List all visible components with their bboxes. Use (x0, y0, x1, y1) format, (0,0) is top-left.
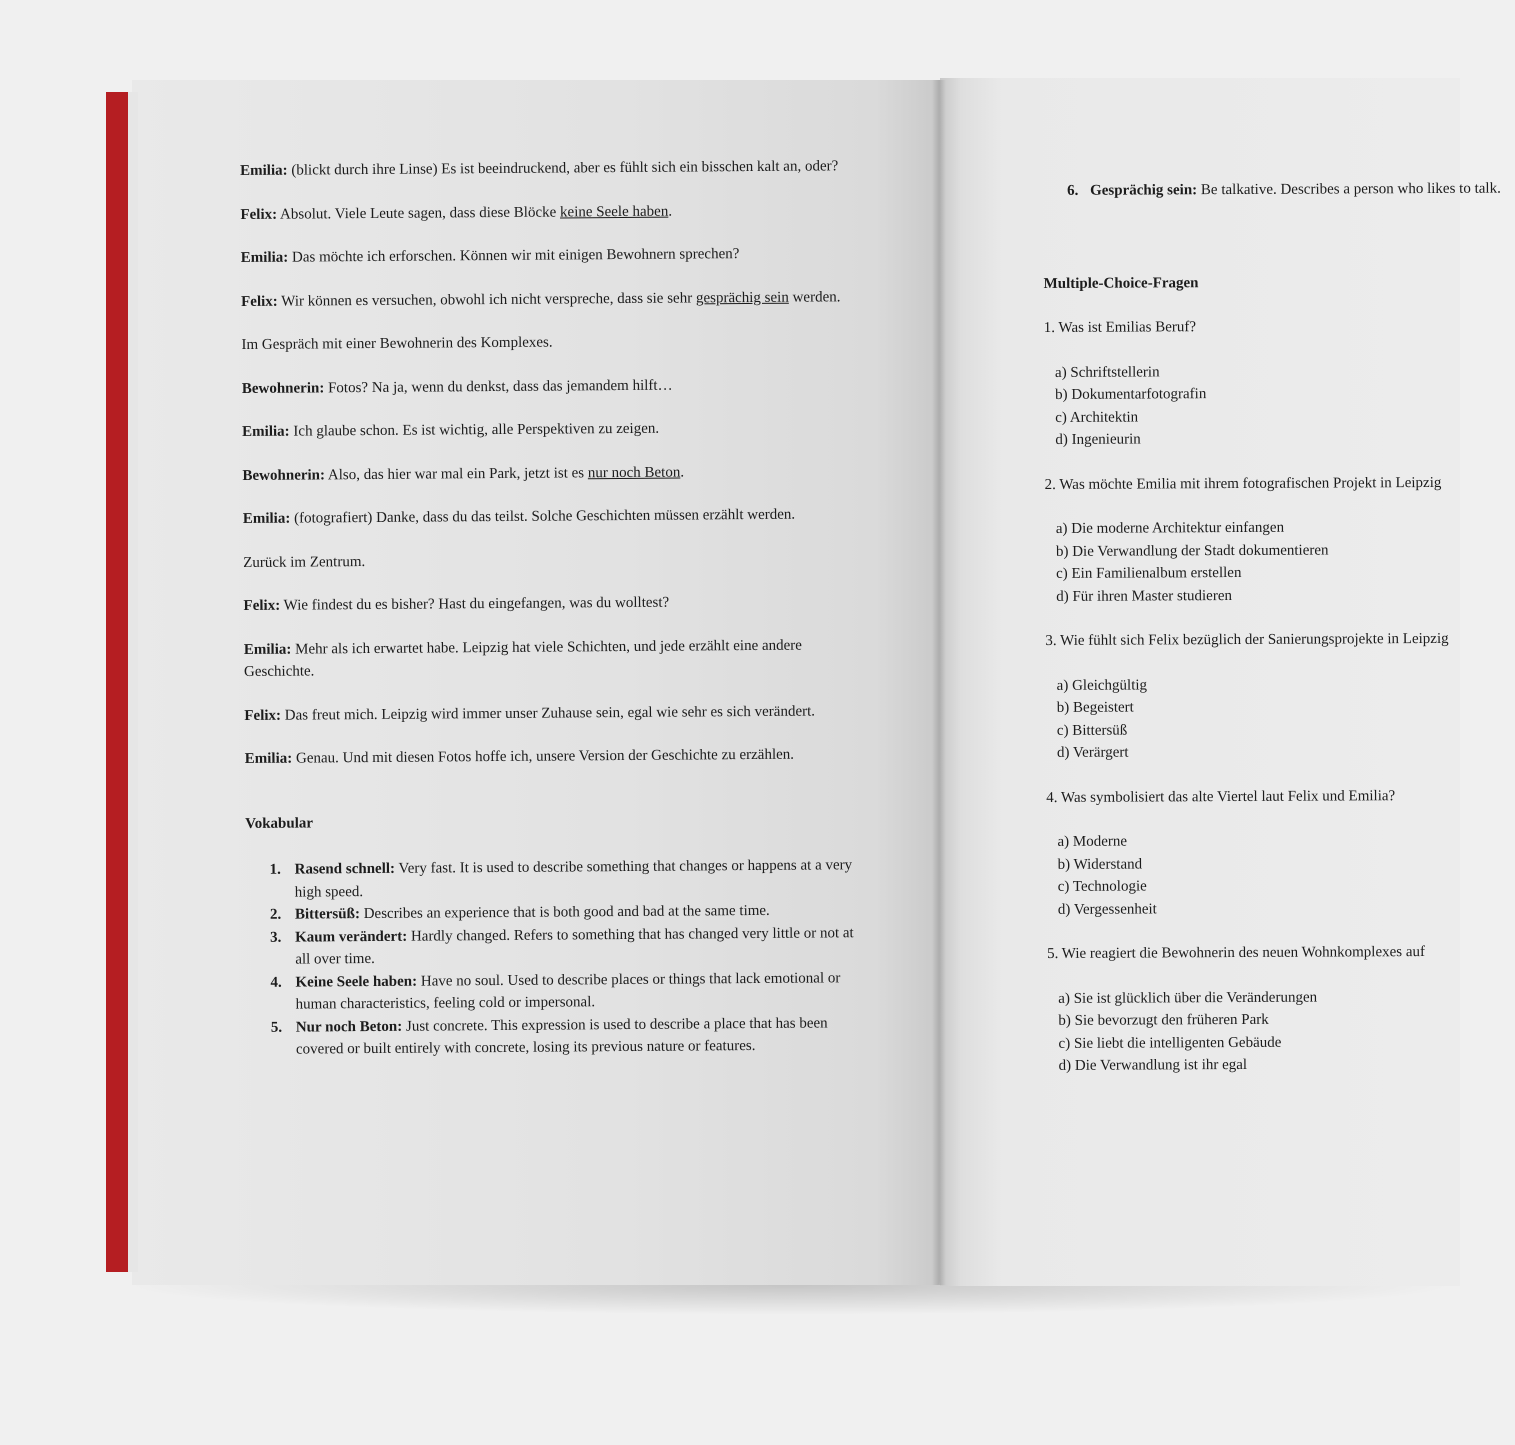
vocab-definition: Describes an experience that is both good and bad at the same time. (359, 902, 770, 923)
dialogue-text: Absolut. Viele Leute sagen, dass diese Blöcke (277, 203, 561, 223)
vocab-term: Kaum verändert: (295, 928, 408, 946)
answer-option: b) Dokumentarfotografin (1055, 386, 1207, 403)
answer-option: d) Ingenieurin (1055, 431, 1141, 448)
dialogue-text: Mehr als ich erwartet habe. Leipzig hat viele Schichten, und jede erzählt eine andere Geschichte. (243, 637, 802, 680)
vocab-definition: Be talkative. Describes a person who likes to talk. (1197, 180, 1501, 199)
answer-option: c) Bittersüß (1056, 722, 1128, 739)
question-text: 1. Was ist Emilias Beruf? (1043, 319, 1197, 336)
dialogue-text: Also, das hier war mal ein Park, jetzt ist es (324, 464, 588, 483)
answer-option: c) Ein Familienalbum erstellen (1056, 564, 1242, 582)
vocab-item (247, 1012, 859, 1062)
dialogue-text-end: . (668, 203, 673, 220)
answer-option: b) Begeistert (1056, 699, 1134, 716)
vocab-item (1043, 178, 1510, 203)
dialogue-text: Das möchte ich erforschen. Können wir mit einigen Bewohnern sprechen? (288, 246, 740, 266)
dialogue-line (242, 460, 854, 487)
answer-option: a) Sie ist glücklich über die Veränderungen (1058, 989, 1318, 1007)
vocab-definition: Have no soul. Used to describe places or things that lack emotional or human characteristics, feeling cold or impersonal. (295, 969, 841, 1013)
speaker-name: Emilia: (240, 249, 289, 266)
answer-option: c) Architektin (1055, 409, 1139, 426)
vocab-list (245, 854, 859, 1061)
answer-option: a) Schriftstellerin (1054, 363, 1160, 381)
answer-option: d) Verärgert (1056, 744, 1129, 761)
vocab-number: 4. (270, 974, 282, 991)
dialogue-text: Fotos? Na ja, wenn du denkst, dass das jemandem hilft… (324, 377, 673, 396)
dialogue-text-end: . (680, 464, 685, 481)
answer-option: b) Sie bevorzugt den früheren Park (1058, 1011, 1269, 1029)
book-gutter (932, 80, 946, 1285)
mc-heading: Multiple-Choice-Fragen (1043, 274, 1199, 292)
dialogue-line (244, 700, 856, 727)
speaker-name: Bewohnerin: (241, 379, 325, 397)
dialogue-text: Genau. Und mit diesen Fotos hoffe ich, unsere Version der Geschichte zu erzählen. (292, 746, 795, 767)
vocab-item (246, 967, 858, 1017)
speaker-name: Emilia: (242, 510, 291, 527)
answer-option: b) Die Verwandlung der Stadt dokumentieren (1055, 542, 1329, 560)
answer-options (1044, 359, 1446, 451)
vocab-number: 6. (1067, 182, 1079, 199)
dialogue-text: Wie findest du es bisher? Hast du eingefangen, was du wolltest? (280, 594, 670, 614)
vocab-term: Keine Seele haben: (295, 973, 418, 991)
dialogue-line (243, 590, 855, 617)
question-text: 4. Was symbolisiert das alte Viertel laut Felix und Emilia? (1046, 787, 1396, 806)
answer-option: c) Technologie (1057, 878, 1147, 895)
dialogue-text: Das freut mich. Leipzig wird immer unser Zuhause sein, egal wie sehr es sich verändert. (280, 703, 816, 724)
dialogue-line (240, 155, 852, 182)
question-text: 2. Was möchte Emilia mit ihrem fotografischen Projekt in Leipzig (1044, 474, 1442, 493)
vocab-number: 2. (269, 906, 282, 923)
speaker-name: Emilia: (244, 750, 293, 767)
vocab-number: 5. (270, 1019, 283, 1036)
speaker-name: Felix: (244, 707, 282, 724)
answer-option: c) Sie liebt die intelligenten Gebäude (1058, 1034, 1282, 1052)
speaker-name: Felix: (240, 206, 278, 223)
question-list (1044, 315, 1450, 1078)
answer-options (1046, 672, 1448, 764)
question-text: 3. Wie fühlt sich Felix bezüglich der Sanierungsprojekte in Leipzig (1045, 630, 1449, 649)
answer-options (1047, 985, 1449, 1077)
scene-note (243, 547, 855, 574)
vocab-highlight: gesprächig sein (695, 289, 789, 306)
dialogue-line (242, 373, 854, 400)
speaker-name: Emilia: (240, 162, 288, 179)
vocab-highlight: keine Seele haben (559, 203, 669, 220)
dialogue-text: (fotografiert) Danke, dass du das teilst. Solche Geschichten müssen erzählt werden. (290, 506, 796, 527)
answer-option: a) Moderne (1057, 833, 1128, 850)
question-text: 5. Wie reagiert die Bewohnerin des neuen Wohnkomplexes auf (1047, 944, 1426, 962)
vocab-term: Bittersüß: (294, 906, 360, 923)
answer-options (1045, 516, 1447, 608)
left-page-content (240, 155, 859, 1061)
dialogue-line (241, 286, 853, 313)
speaker-name: Felix: (241, 293, 278, 310)
speaker-name: Emilia: (242, 423, 290, 440)
dialogue-text: Im Gespräch mit einer Bewohnerin des Komplexes. (241, 334, 553, 353)
dialogue-line (243, 503, 855, 530)
answer-option: d) Für ihren Master studieren (1056, 587, 1233, 605)
answer-option: a) Die moderne Architektur einfangen (1055, 519, 1285, 537)
vocab-term: Nur noch Beton: (295, 1018, 403, 1036)
dialogue-text-end: werden. (788, 288, 841, 306)
vocab-definition: Hardly changed. Refers to something that has changed very little or not at all over time. (295, 924, 854, 968)
page-edge (128, 92, 138, 1272)
speaker-name: Bewohnerin: (242, 466, 326, 484)
dialogue-line (244, 634, 856, 684)
dialogue-text: Zurück im Zentrum. (243, 553, 366, 571)
dialogue-text: Wir können es versuchen, obwohl ich nicht verspreche, dass sie sehr (277, 289, 696, 310)
dialogue-line (242, 416, 854, 443)
right-page-content (1043, 178, 1501, 1100)
scene-note (241, 329, 853, 356)
vocab-highlight: nur noch Beton (587, 464, 681, 481)
dialogue-line (240, 199, 852, 226)
dialogue-text: Ich glaube schon. Es ist wichtig, alle Perspektiven zu zeigen. (289, 420, 660, 440)
answer-options (1046, 829, 1448, 921)
vocab-term: Gesprächig sein: (1090, 182, 1198, 199)
answer-option: b) Widerstand (1057, 855, 1143, 873)
vocab-heading: Vokabular (245, 814, 314, 832)
speaker-name: Felix: (243, 597, 281, 614)
dialogue-line (245, 743, 857, 770)
answer-option: d) Die Verwandlung ist ihr egal (1058, 1056, 1248, 1074)
vocab-term: Rasend schnell: (294, 860, 396, 878)
dialogue (240, 155, 857, 770)
speaker-name: Emilia: (243, 641, 292, 658)
vocab-item (246, 922, 858, 972)
vocab-number: 1. (269, 861, 281, 878)
answer-option: d) Vergessenheit (1057, 900, 1157, 918)
vocab-definition: Just concrete. This expression is used to describe a place that has been covered or built entirely with concrete, losing its previous nature or features. (295, 1014, 828, 1058)
answer-option: a) Gleichgültig (1056, 676, 1148, 694)
vocab-definition: Very fast. It is used to describe something that changes or happens at a very high speed. (294, 857, 853, 901)
vocab-number: 3. (270, 929, 282, 946)
dialogue-text: (blickt durch ihre Linse) Es ist beeindruckend, aber es fühlt sich ein bisschen kalt an, oder? (287, 158, 839, 179)
dialogue-line (241, 242, 853, 269)
vocab-item (245, 854, 857, 904)
